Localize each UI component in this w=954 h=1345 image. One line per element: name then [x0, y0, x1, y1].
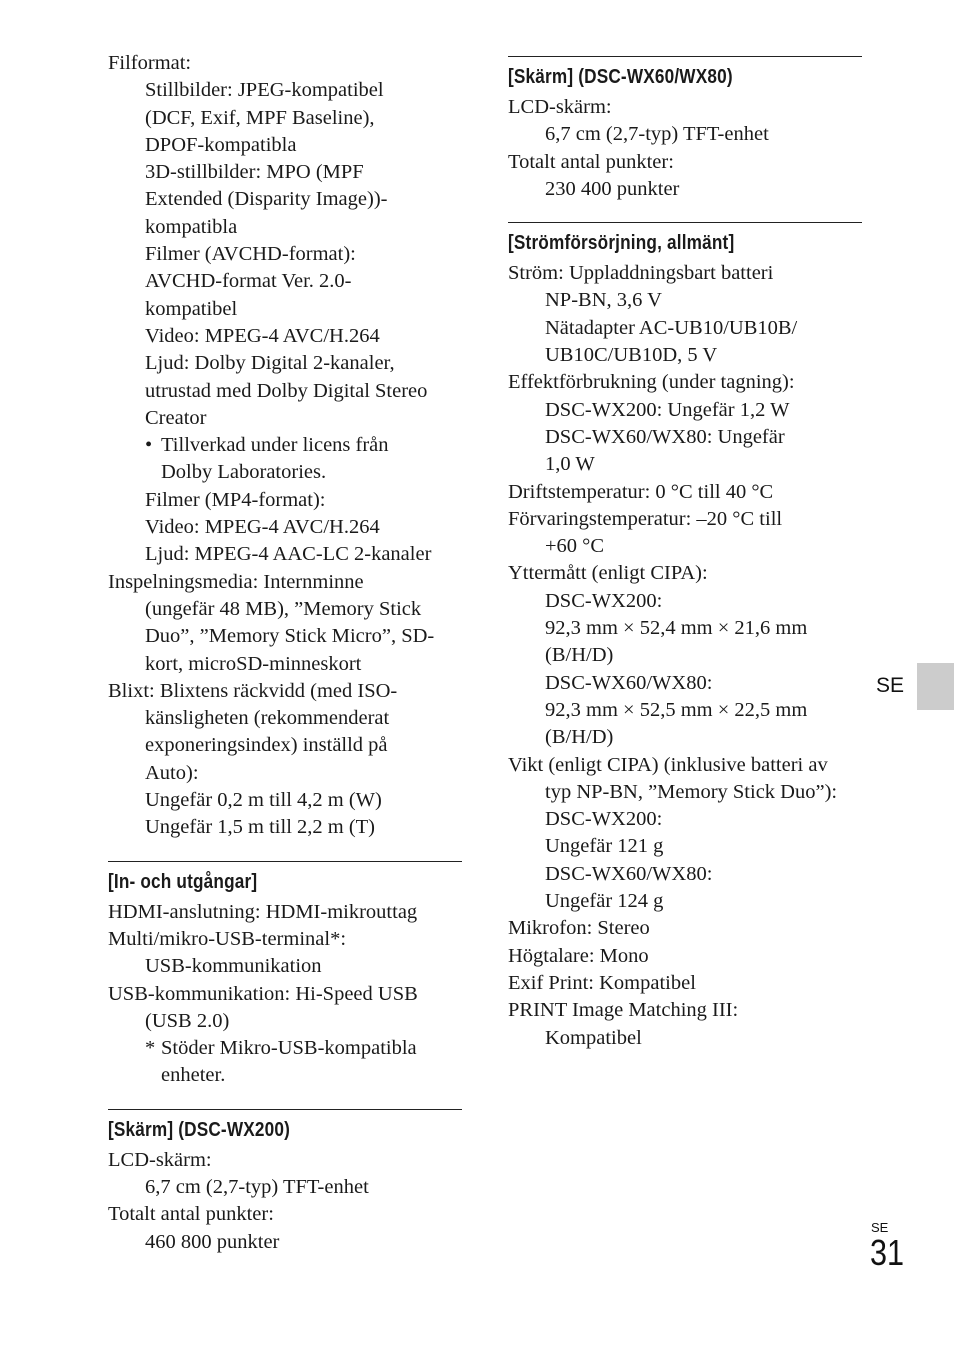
bullet-icon: •: [145, 434, 153, 457]
footnote: [108, 1035, 462, 1090]
consumption-line: 1,0 W: [545, 453, 595, 476]
dots-value: 460 800 punkter: [145, 1230, 280, 1253]
microphone-spec: Mikrofon: Stereo: [508, 917, 650, 940]
speaker-spec: Högtalare: Mono: [508, 944, 649, 967]
dimensions-line: 92,3 mm × 52,4 mm × 21,6 mm: [545, 617, 808, 640]
file-format-line: kompatibel: [145, 297, 238, 320]
recording-media-line: kort, microSD-minneskort: [145, 652, 362, 675]
file-format-line: Creator: [145, 406, 207, 429]
pim-label: PRINT Image Matching III:: [508, 999, 739, 1022]
multi-terminal-label: Multi/mikro-USB-terminal*:: [108, 927, 347, 950]
page-number: 31: [870, 1232, 905, 1273]
flash-line: Ungefär 1,5 m till 2,2 m (T): [145, 816, 376, 839]
storage-temperature-value: +60 °C: [545, 535, 605, 558]
consumption-line: DSC-WX200: Ungefär 1,2 W: [545, 398, 790, 421]
footnote-text: Stöder Mikro-USB-kompatibla: [161, 1037, 417, 1060]
dots-label: Totalt antal punkter:: [108, 1203, 274, 1226]
lcd-label: LCD-skärm:: [508, 96, 612, 118]
usb-value: (USB 2.0): [145, 1009, 230, 1032]
file-format-line: Ljud: Dolby Digital 2-kanaler,: [145, 352, 395, 375]
bullet-text: Tillverkad under licens från: [161, 434, 389, 457]
recording-media-label: Inspelningsmedia: Internminne: [108, 570, 364, 593]
file-format-line: Filmer (MP4-format):: [145, 488, 326, 511]
bullet-text: Dolby Laboratories.: [161, 461, 327, 484]
io-section: [108, 861, 462, 1090]
multi-terminal-value: USB-kommunikation: [145, 955, 322, 978]
weight-line: Ungefär 121 g: [545, 835, 664, 858]
weight-line: DSC-WX60/WX80:: [545, 862, 713, 885]
section-heading-screen-wx60: [Skärm] (DSC-WX60/WX80): [508, 66, 733, 88]
flash-line: Ungefär 0,2 m till 4,2 m (W): [145, 789, 382, 812]
right-column: [508, 50, 862, 1052]
file-format-line: utrustad med Dolby Digital Stereo: [145, 379, 428, 402]
language-tab: [917, 663, 954, 710]
hdmi-spec: HDMI-anslutning: HDMI-mikrouttag: [108, 900, 418, 923]
file-format-line: Video: MPEG-4 AVC/H.264: [145, 516, 380, 539]
file-format-line: Filmer (AVCHD-format):: [145, 243, 356, 266]
screen-wx60-section: [508, 56, 862, 203]
lcd-label: LCD-skärm:: [108, 1148, 212, 1171]
language-tab-label: SE: [876, 674, 905, 697]
weight-line: typ NP-BN, ”Memory Stick Duo”):: [545, 780, 838, 803]
power-section: [508, 222, 862, 1052]
flash-label: Blixt: Blixtens räckvidd (med ISO-: [108, 679, 398, 702]
file-format-label: Filformat:: [108, 52, 192, 74]
asterisk-icon: *: [145, 1037, 156, 1060]
left-column: [108, 50, 462, 1256]
recording-media-block: [108, 569, 462, 678]
power-line: UB10C/UB10D, 5 V: [545, 344, 718, 367]
flash-line: exponeringsindex) inställd på: [145, 734, 388, 757]
dimensions-line: DSC-WX60/WX80:: [545, 671, 713, 694]
bullet-note: [108, 432, 462, 487]
recording-media-line: Duo”, ”Memory Stick Micro”, SD-: [145, 625, 435, 648]
usb-label: USB-kommunikation: Hi-Speed USB: [108, 982, 418, 1005]
flash-line: Auto):: [145, 761, 199, 784]
dimensions-line: (B/H/D): [545, 644, 614, 667]
dots-label: Totalt antal punkter:: [508, 150, 674, 173]
dots-value: 230 400 punkter: [545, 177, 680, 200]
file-format-line: kompatibla: [145, 215, 238, 238]
consumption-line: DSC-WX60/WX80: Ungefär: [545, 425, 785, 448]
section-heading-power: [Strömförsörjning, allmänt]: [508, 232, 735, 255]
file-format-line: Video: MPEG-4 AVC/H.264: [145, 324, 380, 347]
dimensions-line: DSC-WX200:: [545, 589, 663, 612]
recording-media-line: (ungefär 48 MB), ”Memory Stick: [145, 597, 422, 620]
section-heading-screen-wx200: [Skärm] (DSC-WX200): [108, 1118, 290, 1141]
screen-wx200-section: [108, 1109, 462, 1256]
dimensions-label: Yttermått (enligt CIPA):: [508, 562, 708, 585]
storage-temperature-label: Förvaringstemperatur: –20 °C till: [508, 507, 783, 530]
power-line: Nätadapter AC-UB10/UB10B/: [545, 316, 798, 339]
file-format-line: (DCF, Exif, MPF Baseline),: [145, 106, 375, 129]
dimensions-line: (B/H/D): [545, 726, 614, 749]
power-line: NP-BN, 3,6 V: [545, 289, 662, 312]
consumption-label: Effektförbrukning (under tagning):: [508, 371, 795, 394]
flash-line: känsligheten (rekommenderat: [145, 707, 390, 730]
weight-line: DSC-WX200:: [545, 808, 663, 831]
weight-line: Ungefär 124 g: [545, 890, 664, 913]
weight-label: Vikt (enligt CIPA) (inklusive batteri av: [508, 753, 828, 776]
dimensions-line: 92,3 mm × 52,5 mm × 22,5 mm: [545, 698, 808, 721]
lcd-value: 6,7 cm (2,7-typ) TFT-enhet: [545, 123, 769, 146]
power-label: Ström: Uppladdningsbart batteri: [508, 262, 774, 285]
section-heading-io: [In- och utgångar]: [108, 870, 258, 893]
flash-block: [108, 678, 462, 842]
footnote-text: enheter.: [161, 1064, 226, 1087]
file-format-line: 3D-stillbilder: MPO (MPF: [145, 161, 364, 184]
file-format-block: [108, 50, 462, 569]
lcd-value: 6,7 cm (2,7-typ) TFT-enhet: [145, 1175, 369, 1198]
exif-print-spec: Exif Print: Kompatibel: [508, 971, 696, 994]
pim-value: Kompatibel: [545, 1026, 642, 1049]
file-format-line: DPOF-kompatibla: [145, 133, 297, 156]
file-format-line: Extended (Disparity Image))-: [145, 188, 388, 211]
operating-temperature: Driftstemperatur: 0 °C till 40 °C: [508, 480, 774, 503]
file-format-line: Stillbilder: JPEG-kompatibel: [145, 79, 384, 102]
file-format-line: Ljud: MPEG-4 AAC-LC 2-kanaler: [145, 543, 432, 566]
file-format-line: AVCHD-format Ver. 2.0-: [145, 270, 352, 293]
footer-language: SE: [871, 1220, 889, 1235]
